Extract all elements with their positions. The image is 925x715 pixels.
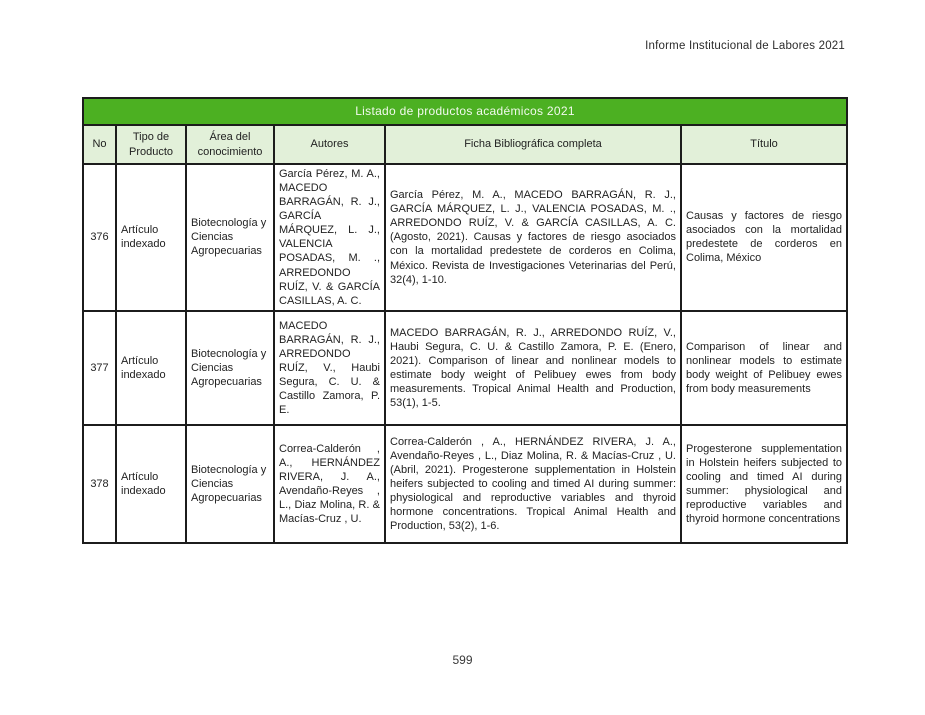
column-header-autores: Autores xyxy=(274,125,385,164)
authors: García Pérez, M. A., MACEDO BARRAGÁN, R. J., GARCÍA MÁRQUEZ, L. J., VALENCIA POSADAS, M. ., ARREDONDO RUÍZ, V. & GARCÍA CASILLAS, A. C. xyxy=(274,164,385,311)
authors: MACEDO BARRAGÁN, R. J., ARREDONDO RUÍZ, V., Haubi Segura, C. U. & Castillo Zamora, P. E. xyxy=(274,311,385,425)
report-header-text: Informe Institucional de Labores 2021 xyxy=(645,40,845,52)
bibliographic-record: García Pérez, M. A., MACEDO BARRAGÁN, R. J., GARCÍA MÁRQUEZ, L. J., VALENCIA POSADAS, M. ., ARREDONDO RUÍZ, V. & GARCÍA CASILLAS, A. C. (Agosto, 2021). Causas y factores de riesgo asociados con la mortalidad predestete de corderos en Colima, México. Revista de Investigaciones Veterinarias del Perú, 32(4), 1-10. xyxy=(385,164,681,311)
column-header-titulo: Título xyxy=(681,125,847,164)
knowledge-area: Biotecnología y Ciencias Agropecuarias xyxy=(186,425,274,543)
row-number: 376 xyxy=(83,164,116,311)
title-cell: Progesterone supplementation in Holstein heifers subjected to cooling and timed AI during summer: physiological and reproductive variables and thyroid hormone concentrations xyxy=(681,425,847,543)
authors: Correa-Calderón , A., HERNÁNDEZ RIVERA, J. A., Avendaño-Reyes , L., Diaz Molina, R. & Macías-Cruz , U. xyxy=(274,425,385,543)
product-type: Artículo indexado xyxy=(116,425,186,543)
column-header-tipo-de-producto: Tipo de Producto xyxy=(116,125,186,164)
table-row xyxy=(83,164,847,311)
product-type: Artículo indexado xyxy=(116,311,186,425)
column-header-no: No xyxy=(83,125,116,164)
row-number: 377 xyxy=(83,311,116,425)
title-cell: Causas y factores de riesgo asociados con la mortalidad predestete de corderos en Colima, México xyxy=(681,164,847,311)
column-header-area-del-conocimiento: Área del conocimiento xyxy=(186,125,274,164)
academic-products-table xyxy=(82,97,848,544)
table-row xyxy=(83,425,847,543)
column-header-ficha-bibliografica: Ficha Bibliográfica completa xyxy=(385,125,681,164)
bibliographic-record: MACEDO BARRAGÁN, R. J., ARREDONDO RUÍZ, V., Haubi Segura, C. U. & Castillo Zamora, P. E. (Enero, 2021). Comparison of linear and nonlinear models to estimate body weight of Pelibuey ewes from body measurements. Tropical Animal Health and Production, 53(1), 1-5. xyxy=(385,311,681,425)
table-title-row xyxy=(83,98,847,125)
table-title: Listado de productos académicos 2021 xyxy=(83,98,847,125)
product-type: Artículo indexado xyxy=(116,164,186,311)
bibliographic-record: Correa-Calderón , A., HERNÁNDEZ RIVERA, J. A., Avendaño-Reyes , L., Diaz Molina, R. & Macías-Cruz , U. (Abril, 2021). Progesterone supplementation in Holstein heifers subjected to cooling and timed AI during summer: physiological and reproductive variables and thyroid hormone concentrations. Tropical Animal Health and Production, 53(2), 1-6. xyxy=(385,425,681,543)
knowledge-area: Biotecnología y Ciencias Agropecuarias xyxy=(186,311,274,425)
table-header-row xyxy=(83,125,847,164)
page-number: 599 xyxy=(452,653,473,667)
knowledge-area: Biotecnología y Ciencias Agropecuarias xyxy=(186,164,274,311)
row-number: 378 xyxy=(83,425,116,543)
title-cell: Comparison of linear and nonlinear models to estimate body weight of Pelibuey ewes from body measurements xyxy=(681,311,847,425)
table-row xyxy=(83,311,847,425)
